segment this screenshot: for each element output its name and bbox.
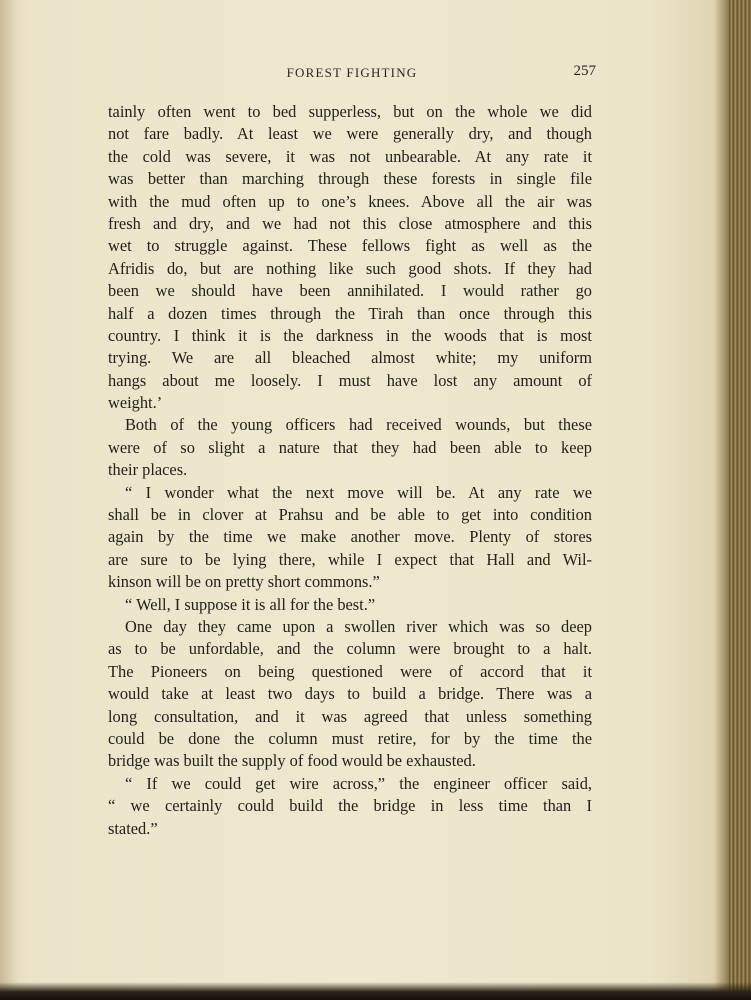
text-line: was better than marching through these forests in single file: [108, 169, 592, 189]
text-line: Afridis do, but are nothing like such good shots. If they had: [108, 258, 592, 278]
text-line: fresh and dry, and we had not this close atmosphere and this: [108, 213, 592, 233]
paragraph: [108, 616, 592, 773]
text-line: trying. We are all bleached almost white; my uniform: [108, 348, 592, 368]
text-line: their places.: [108, 460, 188, 480]
text-line: “ If we could get wire across,” the engineer officer said,: [125, 773, 592, 793]
text-line: again by the time we make another move. Plenty of stores: [108, 527, 592, 547]
body-text: [108, 101, 592, 840]
text-line: would take at least two days to build a bridge. There was a: [108, 684, 592, 704]
text-line: long consultation, and it was agreed that unless something: [108, 706, 592, 726]
text-line: “ I wonder what the next move will be. At any rate we: [125, 482, 592, 502]
text-line: been we should have been annihilated. I would rather go: [108, 281, 592, 301]
paragraph: [108, 414, 592, 481]
page-header: [108, 63, 596, 83]
paragraph: [108, 101, 592, 414]
text-line: kinson will be on pretty short commons.”: [108, 572, 380, 592]
page-edge-shadow: [715, 0, 729, 1000]
text-line: not fare badly. At least we were generally dry, and though: [108, 124, 592, 144]
text-line: were of so slight a nature that they had been able to keep: [108, 437, 592, 457]
text-line: country. I think it is the darkness in the woods that is most: [108, 325, 592, 345]
text-line: as to be unfordable, and the column were brought to a halt.: [108, 639, 592, 659]
text-line: tainly often went to bed supperless, but on the whole we did: [108, 102, 592, 121]
page-bottom-edge: [0, 982, 751, 1000]
text-line: Both of the young officers had received wounds, but these: [125, 415, 592, 435]
text-line: are sure to be lying there, while I expect that Hall and Wil-: [108, 549, 592, 569]
page-gutter-shade: [0, 0, 18, 1000]
text-line: weight.’: [108, 393, 163, 413]
text-line: stated.”: [108, 818, 158, 838]
text-line: The Pioneers on being questioned were of accord that it: [108, 661, 592, 681]
text-line: bridge was built the supply of food would be exhausted.: [108, 751, 476, 771]
text-line: could be done the column must retire, for by the time the: [108, 728, 592, 748]
text-line: “ we certainly could build the bridge in less time than I: [108, 796, 592, 816]
text-line: hangs about me loosely. I must have lost any amount of: [108, 370, 592, 390]
text-line: wet to struggle against. These fellows fight as well as the: [108, 236, 592, 256]
text-line: with the mud often up to one’s knees. Above all the air was: [108, 191, 592, 211]
page-number: 257: [573, 63, 596, 79]
text-line: One day they came upon a swollen river which was so deep: [125, 616, 592, 636]
text-line: shall be in clover at Prahsu and be able to get into condition: [108, 505, 592, 525]
paragraph: [108, 594, 592, 616]
text-line: half a dozen times through the Tirah than once through this: [108, 303, 592, 323]
paragraph: [108, 482, 592, 594]
running-head: FOREST FIGHTING: [286, 65, 418, 80]
paragraph: [108, 773, 592, 840]
text-line: the cold was severe, it was not unbearable. At any rate it: [108, 146, 592, 166]
page-stack-edge: [729, 0, 751, 1000]
text-line: “ Well, I suppose it is all for the best.”: [125, 594, 376, 614]
